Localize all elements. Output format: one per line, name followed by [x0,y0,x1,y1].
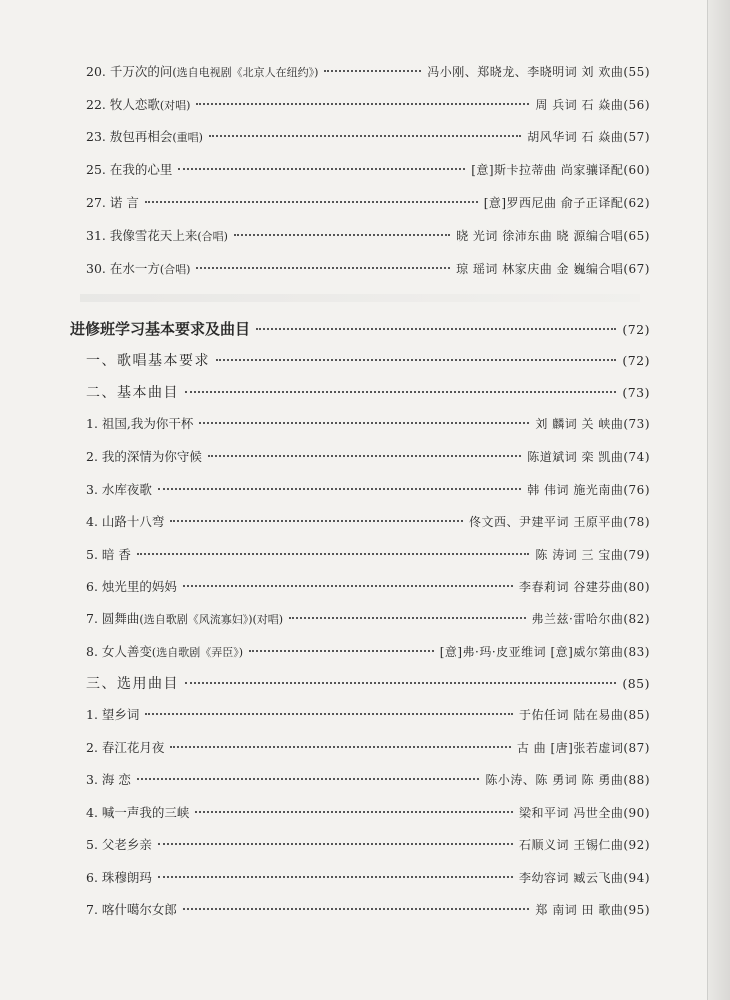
entry-title: 5. 父老乡亲 [86,837,152,852]
entry-credit: 梁和平词 冯世全曲(90) [519,806,650,820]
entry-credit: 古 曲 [唐]张若虚词(87) [516,741,650,755]
entry-title: 30. 在水一方(合唱) [86,261,191,276]
toc-entry [86,803,650,821]
entry-title: 4. 喊一声我的三峡 [86,805,190,820]
entry-credit: 陈小涛、陈 勇词 陈 勇曲(88) [485,773,650,787]
toc-entry [86,447,650,465]
entry-credit: 李幼容词 臧云飞曲(94) [519,871,650,885]
entry-credit: 韩 伟词 施光南曲(76) [527,483,650,497]
dot-leader [178,168,465,170]
entry-title: 7. 喀什噶尔女郎 [86,902,177,917]
subsection-title: 一、歌唱基本要求 [86,353,210,369]
entry-credit: 于佑任词 陆在易曲(85) [519,708,650,722]
entry-credit: 琼 瑶词 林家庆曲 金 巍编合唱(67) [456,262,650,276]
entry-credit: 胡风华词 石 焱曲(57) [527,130,650,144]
entry-credit: [意]弗·玛·皮亚维词 [意]威尔第曲(83) [439,645,650,659]
toc-entry [86,545,650,563]
toc-entry [86,642,650,660]
dot-leader [195,811,513,813]
toc-entry [86,705,650,723]
toc-entry [86,259,650,277]
entry-credit: 弗兰兹·雷哈尔曲(82) [531,612,650,626]
dot-leader [158,876,513,878]
dot-leader [196,103,529,105]
section-page: (72) [622,322,650,337]
subsection-heading [86,350,650,370]
subsection-title: 三、选用曲目 [86,676,179,692]
subsection-heading [86,382,650,402]
dot-leader [256,328,616,330]
entry-title: 2. 我的深情为你守候 [86,449,202,464]
entry-title: 7. 圆舞曲(选自歌剧《风流寡妇》)(对唱) [86,611,284,626]
entry-title: 3. 海 恋 [86,772,131,787]
entry-title: 1. 祖国,我为你干杯 [86,416,194,431]
entry-credit: [意]斯卡拉蒂曲 尚家骧译配(60) [471,163,650,177]
dot-leader [196,267,450,269]
entry-title: 27. 诺 言 [86,195,139,210]
dot-leader [249,650,434,652]
entry-credit: 冯小刚、郑晓龙、李晓明词 刘 欢曲(55) [427,65,650,79]
subsection-page: (72) [622,353,650,368]
dot-leader [185,391,616,393]
dot-leader [199,422,529,424]
dot-leader [158,843,513,845]
entry-title: 31. 我像雪花天上来(合唱) [86,228,228,243]
toc-entry [86,609,650,627]
dot-leader [183,585,513,587]
dot-leader [170,520,463,522]
entry-title: 3. 水库夜歌 [86,482,152,497]
dot-leader [183,908,530,910]
toc-entry [86,480,650,498]
entry-credit: 晓 光词 徐沛东曲 晓 源编合唱(65) [456,229,650,243]
toc-entry [86,95,650,113]
subsection-page: (85) [622,676,650,691]
entry-title: 22. 牧人恋歌(对唱) [86,97,191,112]
entry-title: 1. 望乡词 [86,707,140,722]
dot-leader [216,359,616,361]
entry-credit: 刘 麟词 关 峡曲(73) [535,417,650,431]
section-heading [70,318,650,339]
dot-leader [289,617,525,619]
entry-credit: 石顺义词 王锡仁曲(92) [519,838,650,852]
toc-entry [86,414,650,432]
entry-credit: 陈 涛词 三 宝曲(79) [535,548,650,562]
entry-credit: 李春莉词 谷建芬曲(80) [519,580,650,594]
toc-entry [86,127,650,145]
toc-entry [86,770,650,788]
toc-entry [86,577,650,595]
entry-credit: 陈道斌词 栾 凯曲(74) [527,450,650,464]
dot-leader [137,553,530,555]
dot-leader [208,455,521,457]
dot-leader [145,713,513,715]
bleed-through-band [80,294,640,302]
dot-leader [137,778,480,780]
entry-credit: 佟文西、尹建平词 王原平曲(78) [469,515,650,529]
entry-title: 8. 女人善变(选自歌剧《弄臣》) [86,644,243,659]
dot-leader [324,70,421,72]
dot-leader [185,682,616,684]
toc-entry [86,226,650,244]
entry-title: 20. 千万次的问(选自电视剧《北京人在纽约》) [86,64,319,79]
page-edge [708,0,730,1000]
toc-entry [86,835,650,853]
entry-title: 25. 在我的心里 [86,162,173,177]
dot-leader [158,488,521,490]
entry-title: 23. 敖包再相会(重唱) [86,129,203,144]
entry-credit: 周 兵词 石 焱曲(56) [535,98,650,112]
toc-entry [86,62,650,80]
entry-title: 6. 珠穆朗玛 [86,870,152,885]
toc-entry [86,160,650,178]
toc-entry [86,738,650,756]
entry-credit: [意]罗西尼曲 俞子正译配(62) [483,196,650,210]
dot-leader [209,135,521,137]
toc-entry [86,512,650,530]
toc-entry [86,193,650,211]
entry-title: 6. 烛光里的妈妈 [86,579,177,594]
dot-leader [170,746,510,748]
dot-leader [234,234,450,236]
toc-entry [86,900,650,918]
dot-leader [145,201,478,203]
entry-credit: 郑 南词 田 歌曲(95) [535,903,650,917]
subsection-heading [86,673,650,693]
entry-title: 5. 暗 香 [86,547,131,562]
toc-entry [86,868,650,886]
subsection-page: (73) [622,385,650,400]
section-title: 进修班学习基本要求及曲目 [70,320,251,338]
entry-title: 2. 春江花月夜 [86,740,165,755]
entry-title: 4. 山路十八弯 [86,514,165,529]
subsection-title: 二、基本曲目 [86,385,179,401]
